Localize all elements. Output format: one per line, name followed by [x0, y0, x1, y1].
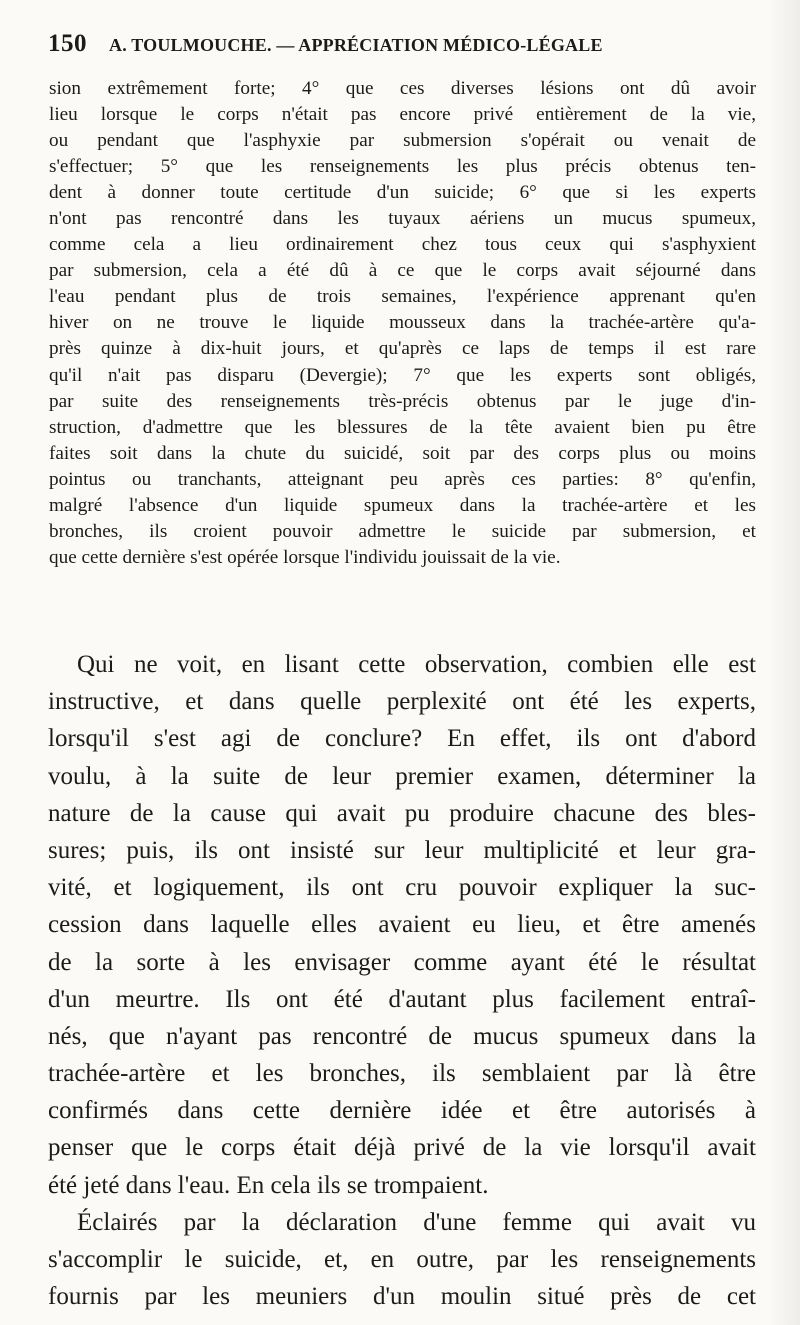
text-line: ou pendant que l'asphyxie par submersion s'opérait ou venait de — [49, 130, 756, 152]
page-header — [48, 30, 758, 68]
text-line: Qui ne voit, en lisant cette observation, combien elle est — [77, 651, 756, 678]
text-line: confirmés dans cette dernière idée et être autorisés à — [48, 1097, 756, 1125]
text-line: lorsqu'il s'est agi de conclure? En effet, ils ont d'abord — [48, 725, 756, 753]
text-line: fournis par les meuniers d'un moulin situé près de cet — [48, 1283, 756, 1311]
text-line: faites soit dans la chute du suicidé, soit par des corps plus ou moins — [49, 442, 756, 464]
text-line: l'eau pendant plus de trois semaines, l'expérience apprenant qu'en — [49, 286, 756, 308]
small-print-paragraph — [49, 76, 756, 571]
text-line: malgré l'absence d'un liquide spumeux dans la trachée-artère et les — [49, 494, 756, 516]
page-edge-shadow — [768, 0, 800, 1325]
text-line: nés, que n'ayant pas rencontré de mucus spumeux dans la — [48, 1022, 756, 1050]
text-line: n'ont pas rencontré dans les tuyaux aériens un mucus spumeux, — [49, 208, 756, 230]
text-line: comme cela a lieu ordinairement chez tous ceux qui s'asphyxient — [49, 234, 756, 256]
text-line: voulu, à la suite de leur premier examen, déterminer la — [48, 762, 756, 790]
text-line: penser que le corps était déjà privé de la vie lorsqu'il avait — [48, 1134, 756, 1162]
text-line: de la sorte à les envisager comme ayant été le résultat — [48, 948, 756, 976]
text-line: sures; puis, ils ont insisté sur leur multiplicité et leur gra- — [48, 836, 756, 864]
text-line: Éclairés par la déclaration d'une femme qui avait vu — [77, 1208, 756, 1236]
text-line: instructive, et dans quelle perplexité ont été les experts, — [48, 688, 756, 716]
text-line: par submersion, cela a été dû à ce que le corps avait séjourné dans — [49, 260, 756, 282]
text-line: s'accomplir le suicide, et, en outre, par les renseignements — [48, 1246, 756, 1273]
text-line: d'un meurtre. Ils ont été d'autant plus facilement entraî- — [48, 985, 756, 1013]
page-number: 150 — [48, 30, 87, 57]
text-line: struction, d'admettre que les blessures de la tête avaient bien pu être — [49, 416, 756, 438]
text-line: trachée-artère et les bronches, ils semblaient par là être — [48, 1060, 756, 1088]
text-line: sion extrêmement forte; 4° que ces diverses lésions ont dû avoir — [49, 78, 756, 99]
text-line: par suite des renseignements très-précis obtenus par le juge d'in- — [49, 390, 756, 412]
text-line: que cette dernière s'est opérée lorsque l'individu jouissait de la vie. — [49, 546, 561, 568]
text-line: été jeté dans l'eau. En cela ils se trompaient. — [48, 1171, 489, 1199]
text-line: cession dans laquelle elles avaient eu lieu, et être amenés — [48, 911, 756, 939]
running-head: A. TOULMOUCHE. — APPRÉCIATION MÉDICO-LÉGALE — [109, 35, 603, 55]
text-line: hiver on ne trouve le liquide mousseux dans la trachée-artère qu'a- — [49, 312, 756, 334]
text-line: s'effectuer; 5° que les renseignements les plus précis obtenus ten- — [49, 156, 756, 178]
text-line: pointus ou tranchants, atteignant peu après ces parties: 8° qu'enfin, — [49, 468, 756, 490]
main-text — [48, 646, 756, 1315]
text-line: dent à donner toute certitude d'un suicide; 6° que si les experts — [49, 182, 756, 204]
text-line: lieu lorsque le corps n'était pas encore privé entièrement de la vie, — [49, 104, 756, 126]
text-line: nature de la cause qui avait pu produire chacune des bles- — [48, 799, 756, 827]
text-line: qu'il n'ait pas disparu (Devergie); 7° que les experts sont obligés, — [49, 364, 756, 386]
text-line: près quinze à dix-huit jours, et qu'après ce laps de temps il est rare — [49, 338, 756, 360]
text-line: bronches, ils croient pouvoir admettre le suicide par submersion, et — [49, 520, 756, 542]
text-line: vité, et logiquement, ils ont cru pouvoir expliquer la suc- — [48, 874, 756, 902]
